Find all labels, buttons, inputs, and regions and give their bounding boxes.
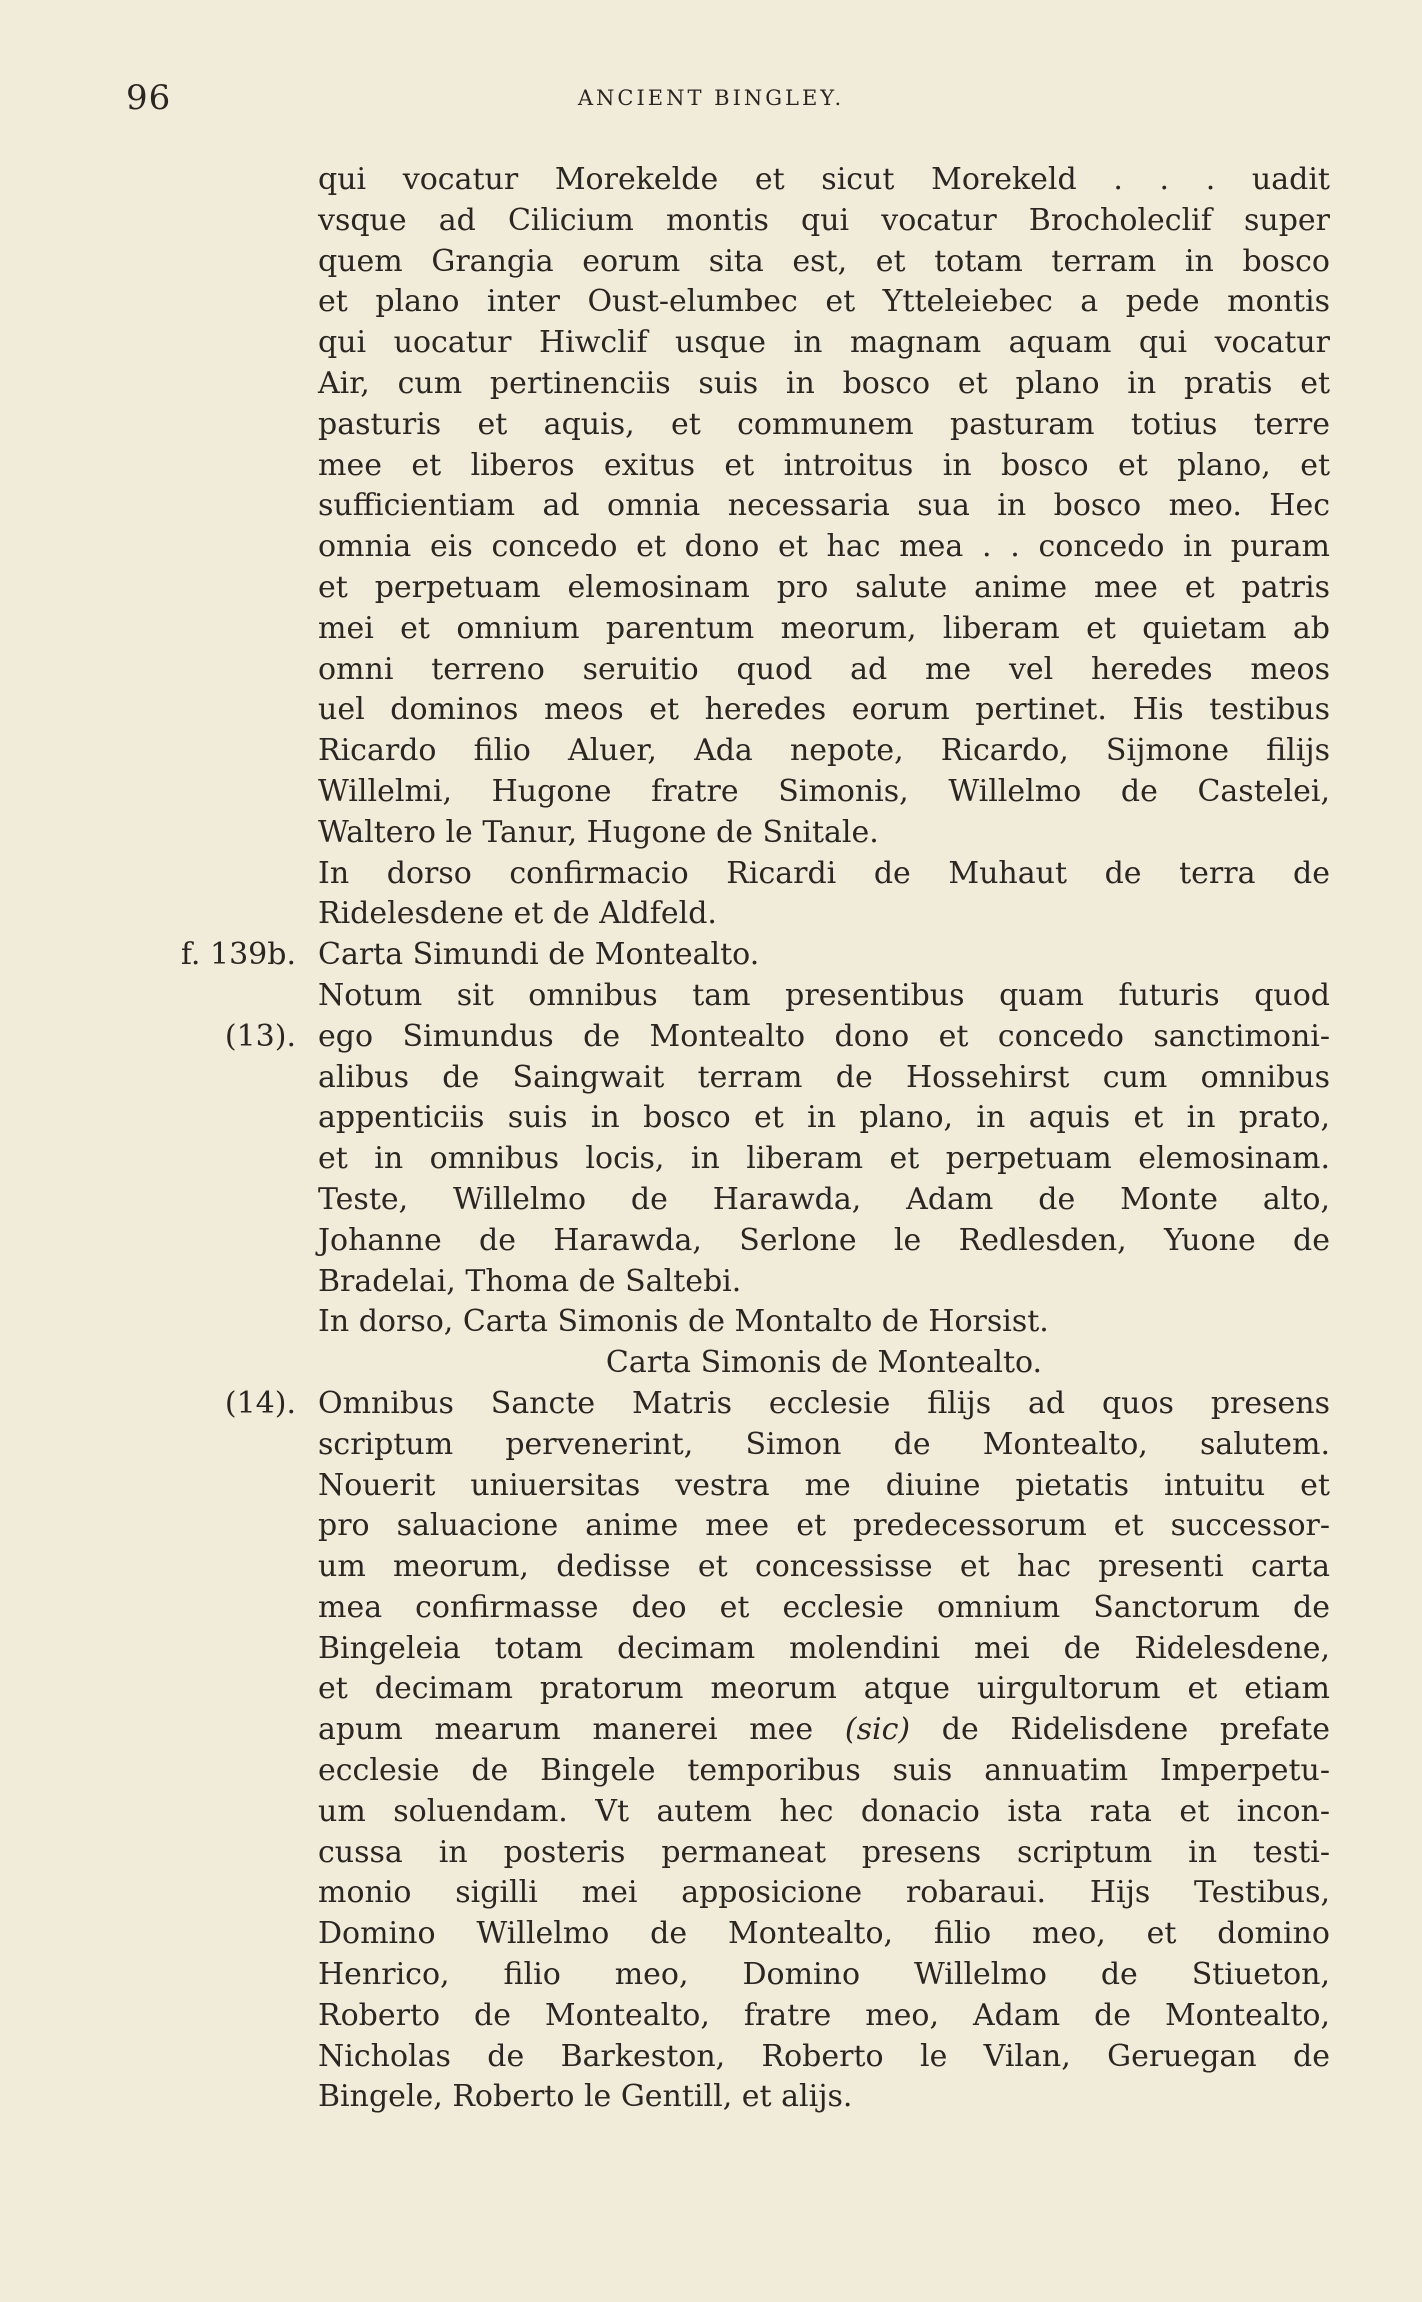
line-text: apum mearum manerei mee: [318, 1712, 845, 1748]
line-text: et plano inter Oust-elumbec et Ytteleiebec a pede montis: [318, 284, 1330, 320]
line-text: Roberto de Montealto, fratre meo, Adam de Montealto,: [318, 1997, 1330, 2033]
line-text: mee et liberos exitus et introitus in bosco et plano, et: [318, 447, 1330, 483]
line-text: alibus de Saingwait terram de Hossehirst cum omnibus: [318, 1059, 1330, 1095]
text-line: [318, 1955, 1330, 1996]
line-text: pasturis et aquis, et communem pasturam totius terre: [318, 406, 1330, 442]
line-text: omni terreno seruitio quod ad me vel heredes meos: [318, 651, 1330, 687]
line-text: qui uocatur Hiwclif usque in magnam aquam qui vocatur: [318, 325, 1330, 361]
line-text: Teste, Willelmo de Harawda, Adam de Monte alto,: [318, 1181, 1330, 1217]
line-text: pro saluacione anime mee et predecessorum et successor-: [318, 1508, 1330, 1544]
text-line: [318, 323, 1330, 364]
document-body: [180, 160, 1330, 2118]
text-line: [318, 894, 1330, 935]
text-line: [318, 854, 1330, 895]
text-line: [318, 364, 1330, 405]
text-line: [318, 1996, 1330, 2037]
line-text: ecclesie de Bingele temporibus suis annuatim Imperpetu-: [318, 1753, 1330, 1789]
line-text: In dorso confirmacio Ricardi de Muhaut de terra de: [318, 855, 1330, 891]
line-text: monio sigilli mei apposicione robaraui. Hijs Testibus,: [318, 1875, 1330, 1911]
running-title: ANCIENT BINGLEY.: [577, 86, 845, 110]
page-number: 96: [126, 78, 172, 118]
sic-note: (sic): [844, 1712, 911, 1748]
line-text: Waltero le Tanur, Hugone de Snitale.: [318, 814, 879, 850]
margin-note: (13).: [224, 1018, 296, 1054]
text-line: [318, 1751, 1330, 1792]
line-text: Henrico, filio meo, Domino Willelmo de Stiueton,: [318, 1957, 1330, 1993]
text-line: [318, 1873, 1330, 1914]
text-line: [318, 1914, 1330, 1955]
text-line: [318, 650, 1330, 691]
line-text: Willelmi, Hugone fratre Simonis, Willelmo de Castelei,: [318, 773, 1330, 809]
text-line: [318, 2077, 1330, 2118]
text-line: [318, 772, 1330, 813]
text-line: [318, 731, 1330, 772]
text-line: [318, 1180, 1330, 1221]
line-text: Air, cum pertinenciis suis in bosco et plano in pratis et: [318, 365, 1330, 401]
text-line: [318, 1629, 1330, 1670]
text-line: [318, 1425, 1330, 1466]
line-text: mei et omnium parentum meorum, liberam et quietam ab: [318, 610, 1330, 646]
text-line: [318, 1669, 1330, 1710]
text-line: [318, 2037, 1330, 2078]
text-line: [318, 1792, 1330, 1833]
text-line: [318, 609, 1330, 650]
line-text: um meorum, dedisse et concessisse et hac presenti carta: [318, 1549, 1330, 1585]
line-text: appenticiis suis in bosco et in plano, in aquis et in prato,: [318, 1100, 1330, 1136]
text-line: [318, 1547, 1330, 1588]
line-text: et in omnibus locis, in liberam et perpetuam elemosinam.: [318, 1141, 1330, 1177]
line-text: omnia eis concedo et dono et hac mea . . concedo in puram: [318, 529, 1330, 565]
text-line: [318, 813, 1330, 854]
line-text: Bingele, Roberto le Gentill, et alijs.: [318, 2079, 853, 2115]
line-text: Notum sit omnibus tam presentibus quam futuris quod: [318, 977, 1330, 1013]
line-text: ego Simundus de Montealto dono et concedo sanctimoni-: [318, 1018, 1330, 1054]
line-text: vsque ad Cilicium montis qui vocatur Brocholeclif super: [318, 202, 1330, 238]
text-line: [318, 1588, 1330, 1629]
text-line: [318, 486, 1330, 527]
text-line: [318, 1262, 1330, 1303]
text-line: [318, 1058, 1330, 1099]
line-text: Omnibus Sancte Matris ecclesie filijs ad quos presens: [318, 1385, 1330, 1421]
text-line: [318, 527, 1330, 568]
margin-note: (14).: [224, 1385, 296, 1421]
text-line: [318, 1466, 1330, 1507]
text-line: [224, 1384, 1330, 1425]
text-line: [318, 1221, 1330, 1262]
line-text: Johanne de Harawda, Serlone le Redlesden, Yuone de: [318, 1222, 1330, 1258]
line-text: et decimam pratorum meorum atque uirgultorum et etiam: [318, 1671, 1330, 1707]
line-text: Ridelesdene et de Aldfeld.: [318, 896, 717, 932]
line-text: sufficientiam ad omnia necessaria sua in bosco meo. Hec: [318, 488, 1330, 524]
line-text: Bradelai, Thoma de Saltebi.: [318, 1263, 742, 1299]
text-line: [318, 1139, 1330, 1180]
page-header: [0, 78, 1422, 128]
line-text: uel dominos meos et heredes eorum pertinet. His testibus: [318, 692, 1330, 728]
text-line: [318, 1710, 1330, 1751]
line-text: In dorso, Carta Simonis de Montalto de Horsist.: [318, 1304, 1049, 1340]
text-line: [318, 282, 1330, 323]
line-text: et perpetuam elemosinam pro salute anime mee et patris: [318, 569, 1330, 605]
text-line: [318, 160, 1330, 201]
text-line: [318, 1302, 1330, 1343]
text-line: [224, 1017, 1330, 1058]
line-text: cussa in posteris permaneat presens scriptum in testi-: [318, 1834, 1330, 1870]
line-text: Carta Simonis de Montealto.: [605, 1345, 1043, 1381]
text-line: [318, 405, 1330, 446]
line-text: mea confirmasse deo et ecclesie omnium Sanctorum de: [318, 1589, 1330, 1625]
line-text-continued: de Ridelisdene prefate: [910, 1712, 1330, 1748]
line-text: quem Grangia eorum sita est, et totam terram in bosco: [318, 243, 1330, 279]
line-text: qui vocatur Morekelde et sicut Morekeld . . . uadit: [318, 162, 1330, 197]
line-text: Nouerit uniuersitas vestra me diuine pietatis intuitu et: [318, 1467, 1330, 1503]
text-line: [318, 446, 1330, 487]
line-text: Carta Simundi de Montealto.: [318, 937, 760, 973]
line-text: um soluendam. Vt autem hec donacio ista rata et incon-: [318, 1793, 1330, 1829]
text-line: [318, 1343, 1330, 1384]
line-text: Domino Willelmo de Montealto, filio meo, et domino: [318, 1916, 1330, 1952]
text-line: [318, 568, 1330, 609]
text-line: [180, 935, 1330, 976]
text-line: [318, 1833, 1330, 1874]
text-line: [318, 690, 1330, 731]
line-text: scriptum pervenerint, Simon de Montealto, salutem.: [318, 1426, 1330, 1462]
text-line: [318, 201, 1330, 242]
line-text: Nicholas de Barkeston, Roberto le Vilan, Geruegan de: [318, 2038, 1330, 2074]
text-line: [318, 242, 1330, 283]
text-line: [318, 1506, 1330, 1547]
margin-note: f. 139b.: [180, 937, 296, 973]
text-line: [318, 1098, 1330, 1139]
line-text: Ricardo filio Aluer, Ada nepote, Ricardo, Sijmone filijs: [318, 733, 1330, 769]
line-text: Bingeleia totam decimam molendini mei de Ridelesdene,: [318, 1630, 1330, 1666]
text-line: [318, 976, 1330, 1017]
